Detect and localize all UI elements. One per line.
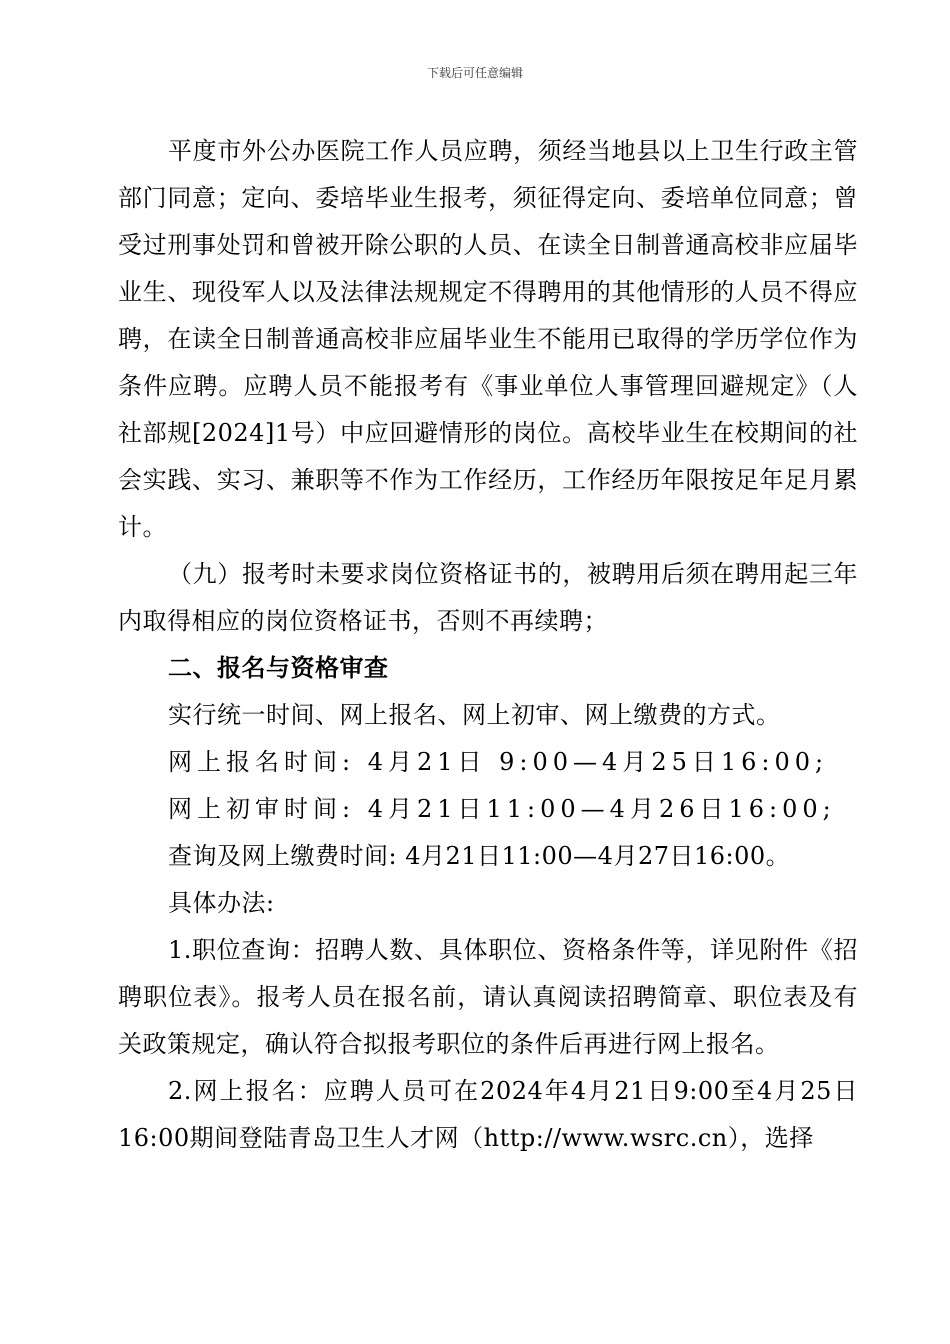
payment-time: 查询及网上缴费时间: 4月21日11:00—4月27日16:00。 bbox=[168, 842, 791, 870]
paragraph-method: 实行统一时间、网上报名、网上初审、网上缴费的方式。 bbox=[168, 701, 781, 729]
section-heading: 二、报名与资格审查 bbox=[168, 654, 389, 682]
item-position-query: 1.职位查询：招聘人数、具体职位、资格条件等，详见附件《招聘职位表》。报考人员在报名前，请认真阅读招聘简章、职位表及有关政策规定，确认符合拟报考职位的条件后再进行网上报名。 bbox=[118, 936, 858, 1058]
paragraph-eligibility: 平度市外公办医院工作人员应聘，须经当地县以上卫生行政主管部门同意；定向、委培毕业生报考，须征得定向、委培单位同意；曾受过刑事处罚和曾被开除公职的人员、在读全日制普通高校非应届毕业生、现役军人以及法律法规规定不得聘用的其他情形的人员不得应聘，在读全日制普通高校非应届毕业生不能用已取得的学历学位作为条件应聘。应聘人员不能报考有《事业单位人事管理回避规定》（人社部规[2024]1号）中应回避情形的岗位。高校毕业生在校期间的社会实践、实习、兼职等不作为工作经历，工作经历年限按足年足月累计。 bbox=[118, 137, 858, 541]
page-header: 下载后可任意编辑 bbox=[426, 66, 523, 80]
registration-time: 网上报名时间: 4月21日 9:00—4月25日16:00; bbox=[168, 748, 829, 776]
document-body bbox=[118, 128, 858, 1162]
review-time: 网上初审时间: 4月21日11:00—4月26日16:00; bbox=[168, 795, 836, 823]
paragraph-certificate: （九）报考时未要求岗位资格证书的，被聘用后须在聘用起三年内取得相应的岗位资格证书，否则不再续聘； bbox=[118, 560, 858, 635]
methods-label: 具体办法: bbox=[168, 889, 275, 917]
item-online-registration: 2.网上报名：应聘人员可在2024年4月21日9:00至4月25日16:00期间登陆青岛卫生人才网（http://www.wsrc.cn），选择 bbox=[118, 1077, 858, 1152]
